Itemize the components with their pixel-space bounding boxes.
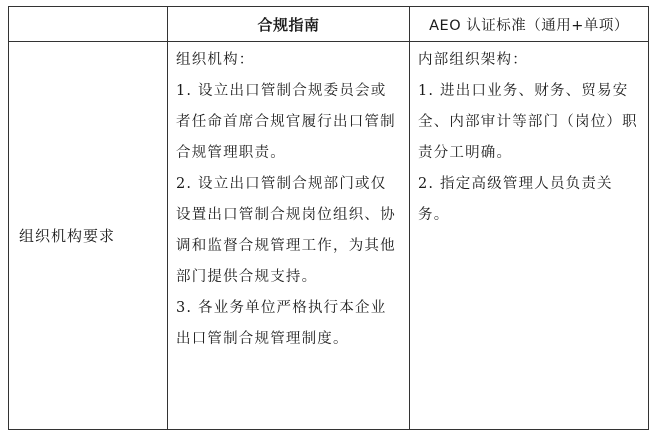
header-empty-cell — [9, 7, 168, 42]
aeo-item-2: 2. 指定高级管理人员负责关务。 — [418, 176, 613, 223]
aeo-item-1: 1. 进出口业务、财务、贸易安全、内部审计等部门（岗位）职责分工明确。 — [418, 83, 638, 161]
table-header-row — [9, 7, 649, 42]
aeo-cell — [410, 42, 649, 430]
row-label: 组织机构要求 — [9, 42, 168, 430]
guide-heading: 组织机构： — [176, 52, 255, 68]
comparison-table — [8, 6, 649, 430]
header-guide: 合规指南 — [168, 7, 410, 42]
guide-cell — [168, 42, 410, 430]
header-aeo-standard: AEO 认证标准（通用+单项） — [410, 7, 649, 42]
guide-item-1: 1. 设立出口管制合规委员会或者任命首席合规官履行出口管制合规管理职责。 — [176, 83, 396, 161]
guide-item-2: 2. 设立出口管制合规部门或仅设置出口管制合规岗位组织、协调和监督合规管理工作，为其他部门提供合规支持。 — [176, 176, 396, 285]
guide-item-3: 3. 各业务单位严格执行本企业出口管制合规管理制度。 — [176, 300, 387, 347]
table-row — [9, 42, 649, 430]
aeo-heading: 内部组织架构： — [418, 52, 528, 68]
